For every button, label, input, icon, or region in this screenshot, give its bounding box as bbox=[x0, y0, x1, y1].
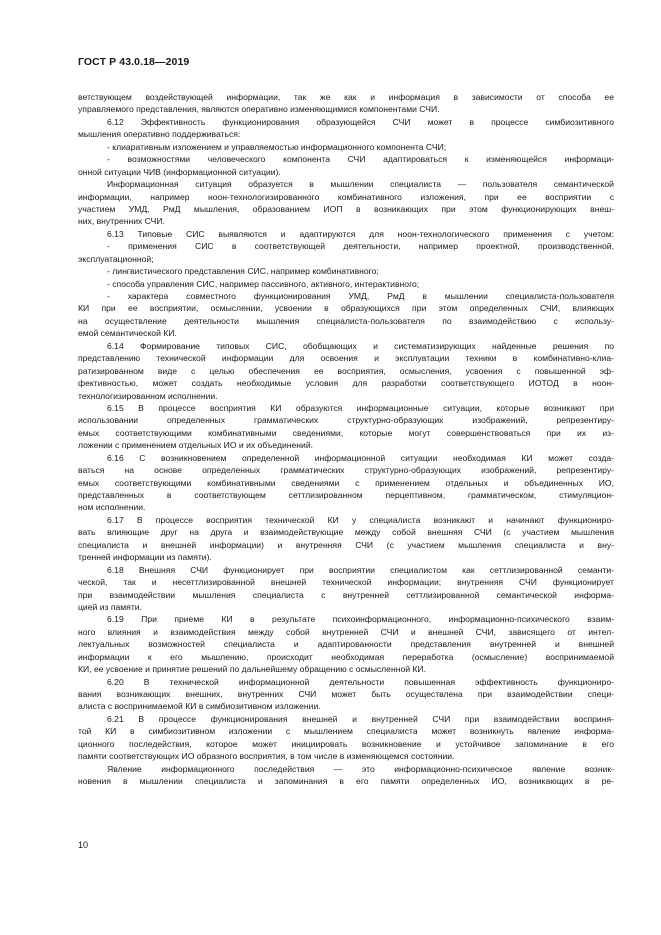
text-line: информации к его мышлению, происходит необходимая переработка (осмысление) воспринимаемой bbox=[78, 651, 614, 662]
text-line: ратизированном виде с целью обеспечения ее восприятия, осмысления, усвоения с повышенной эф- bbox=[78, 365, 614, 376]
text-line: - клиаративным изложением и управляемостью информационного компонента СЧИ; bbox=[107, 141, 447, 152]
text-line: информации, например ноон-технологизированного комбинативного изложения, при ее восприятии с bbox=[78, 191, 614, 202]
text-line: 6.18 Внешняя СЧИ функционирует при восприятии специалистом как сеттлизированной семанти- bbox=[107, 564, 614, 575]
text-line: специалиста и внешней информации) и внутренняя СЧИ (с участием мышления специалиста и вну- bbox=[78, 539, 614, 550]
text-line: участием УМД, РмД мышления, образованием ИОП в возникающих при этом функционирующих внеш- bbox=[78, 203, 614, 214]
text-line: на осуществление деятельности мышления специалиста-пользователя по взаимодействию с использу- bbox=[78, 315, 614, 326]
text-line: 6.16 С возникновением определенной информационной ситуации необходимая КИ может созда- bbox=[107, 452, 614, 463]
text-line: использовании определенных грамматических структурно-образующих изображений, репрезентиру- bbox=[78, 415, 614, 426]
text-line: - способа управления СИС, например пассивного, активного, интерактивного; bbox=[107, 278, 420, 289]
text-line: ного влияния и взаимодействия между собой внутренней СЧИ и внешней СЧИ, зависящего от интел- bbox=[78, 626, 614, 637]
text-line: эксплуатационной; bbox=[78, 253, 154, 264]
text-line: - лингвистического представления СИС, например комбинативного; bbox=[107, 266, 379, 277]
text-line: 6.13 Типовые СИС выявляются и адаптируются для ноон-технологического применения с учетом: bbox=[107, 228, 614, 239]
text-line: мышления оперативно поддерживаться: bbox=[78, 129, 241, 140]
text-line: цией из памяти. bbox=[78, 601, 142, 612]
text-line: 6.12 Эффективность функционирования образующейся СЧИ может в процессе симбиозитивного bbox=[107, 116, 614, 127]
text-line: той КИ в симбиозитивном изложении с мышлением специалиста может возникнуть явление информа- bbox=[78, 726, 614, 737]
text-line: емых соответствующими комбинативными сведениями с применением отдельных и объединенных ИО, bbox=[78, 477, 614, 488]
text-line: Информационная ситуация образуется в мышлении специалиста — пользователя семантической bbox=[107, 179, 614, 190]
text-line: 6.20 В технической информационной деятельности повышенная эффективность функциониро- bbox=[107, 676, 614, 687]
page-number: 10 bbox=[78, 840, 89, 850]
text-line: памяти соответствующих ИО образного восприятия, в том числе в изменяющемся состоянии. bbox=[78, 751, 455, 762]
text-line: ционного последействия, которое может инициировать возникновение и устойчивое запоминание в его bbox=[78, 738, 614, 749]
text-line: фективностью, может создать необходимые условия для разработки соответствующего ИОТОД в ноон- bbox=[78, 378, 614, 389]
text-line: ваться на основе определенных грамматических структурно-образующих изображений, репрезентиру- bbox=[78, 465, 614, 476]
document-header: ГОСТ Р 43.0.18—2019 bbox=[78, 56, 190, 68]
text-line: - характера совместного функционирования УМД, РмД в мышлении специалиста-пользователя bbox=[107, 291, 614, 301]
text-line: - возможностями человеческого компонента СЧИ адаптироваться к изменяющейся информаци- bbox=[107, 154, 614, 165]
text-line: представленных в соответствующем сеттлизированном перцептивном, грамматическом, стимуляцион- bbox=[78, 490, 614, 500]
text-line: КИ, ее усвоение и принятие решений по дальнейшему обращению с осмысленной КИ. bbox=[78, 664, 426, 675]
text-line: представлению технической информации для освоения и эксплуатации техники в комбинативно-клиа- bbox=[78, 353, 614, 364]
text-line: 6.14 Формирование типовых СИС, обобщающих и систематизирующих найденные решения по bbox=[107, 340, 614, 351]
text-line: КИ при ее восприятии, осмыслении, усвоении в образующихся при этом определенных СЧИ, влияющих bbox=[78, 303, 614, 314]
text-line: - применения СИС в соответствующей деятельности, например проектной, производственной, bbox=[107, 241, 614, 252]
text-line: Явление информационного последействия — это информационно-психическое явление возник- bbox=[107, 763, 614, 774]
text-line: при взаимодействии мышления специалиста с внутренней сеттлизированной семантической информа- bbox=[78, 589, 614, 600]
text-line: тренней информации из памяти). bbox=[78, 552, 212, 563]
text-line: алиста с воспринимаемой КИ в симбиозитивном изложении. bbox=[78, 701, 321, 712]
text-line: 6.21 В процессе функционирования внешней и внутренней СЧИ при взаимодействии восприня- bbox=[107, 713, 614, 724]
text-line: вания возникающих внешних, внутренних СЧИ может быть осуществлена при взаимодействии специ- bbox=[78, 689, 614, 699]
text-line: онной ситуации ЧИВ (информационной ситуации). bbox=[78, 166, 281, 177]
text-line: 6.17 В процессе восприятия технической КИ у специалиста возникают и начинают функциониро- bbox=[107, 514, 614, 525]
text-line: 6.19 При приеме КИ в результате психоинформационного, информационно-психического взаим- bbox=[107, 614, 614, 625]
text-line: емых соответствующими комбинативными сведениями, которые могут совершенствоваться при их из- bbox=[78, 427, 614, 438]
text-line: новения в мышлении специалиста и запоминания в его памяти определенных ИО, возникающих в ре- bbox=[78, 776, 614, 787]
text-line: ложении с применением отдельных ИО и их объединений. bbox=[78, 440, 314, 451]
text-line: ветствующем воздействующей информации, так же как и информация в зависимости от способа ее bbox=[78, 92, 614, 102]
text-line: ном исполнении. bbox=[78, 502, 146, 513]
text-line: лектуальных возможностей специалиста и адаптированности представления внутренней и внешней bbox=[78, 639, 614, 650]
text-line: управляемого представления, являются оперативно изменяющимися компонентами СЧИ. bbox=[78, 104, 440, 115]
body-text bbox=[78, 91, 614, 788]
text-line: технологизированном исполнении. bbox=[78, 390, 218, 401]
text-line: 6.15 В процессе восприятия КИ образуются информационные ситуации, которые возникают при bbox=[107, 402, 614, 413]
text-line: вать влияющие друг на друга и взаимодействующие между собой внешняя СЧИ (с участием мышления bbox=[78, 527, 614, 538]
text-line: ческой, так и несеттлизированной внешней технической информации; внутренняя СЧИ функционирует bbox=[78, 577, 614, 588]
text-line: них, внутренних СЧИ. bbox=[78, 216, 165, 227]
text-line: емой семантической КИ. bbox=[78, 328, 177, 339]
